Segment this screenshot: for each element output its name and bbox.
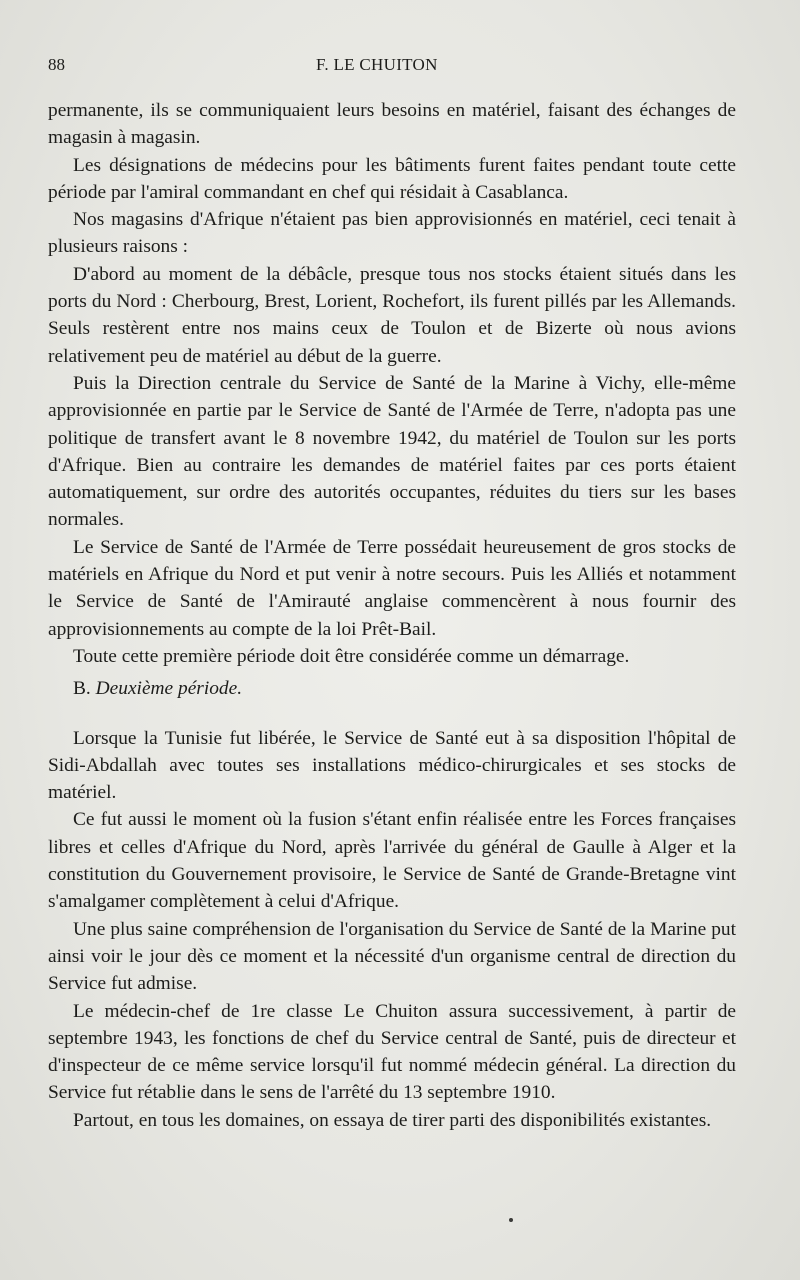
paragraph: D'abord au moment de la débâcle, presque tous nos stocks étaient situés dans les ports du Nord : Cherbourg, Brest, Lorient, Rochefort, ils furent pillés par les Allemands. Seuls restèrent entre nos mains ceux de Toulon et de Bizerte où nous avions relativement peu de matériel au début de la guerre. [48, 263, 736, 367]
paragraph: Nos magasins d'Afrique n'étaient pas bien approvisionnés en matériel, ceci tenait à plusieurs raisons : [48, 209, 736, 258]
paragraph: Ce fut aussi le moment où la fusion s'étant enfin réalisée entre les Forces françaises libres et celles d'Afrique du Nord, après l'arrivée du général de Gaulle à Alger et la constitution du Gouvernement provisoire, le Service de Santé de Grande-Bretagne vint s'amalgamer complètement à celui d'Afrique. [48, 809, 736, 913]
page-header [48, 55, 752, 83]
paragraph: Lorsque la Tunisie fut libérée, le Service de Santé eut à sa disposition l'hôpital de Sidi-Abdallah avec toutes ses installations médico-chirurgicales et ses stocks de matériel. [48, 727, 736, 804]
body-text [48, 97, 736, 1134]
section-title: Deuxième période. [95, 678, 243, 700]
paragraph: Une plus saine compréhension de l'organisation du Service de Santé de la Marine put ainsi voir le jour dès ce moment et la nécessité d'un organisme central de direction du Service fut admise. [48, 918, 736, 995]
section-heading [48, 675, 736, 702]
paragraph: Toute cette première période doit être considérée comme un démarrage. [73, 645, 630, 667]
running-head: F. LE CHUITON [316, 55, 438, 74]
section-letter: B. [73, 678, 91, 700]
ink-dot [509, 1218, 513, 1222]
paragraph: Les désignations de médecins pour les bâtiments furent faites pendant toute cette période par l'amiral commandant en chef qui résidait à Casablanca. [48, 154, 736, 203]
paragraph: permanente, ils se communiquaient leurs besoins en matériel, faisant des échanges de magasin à magasin. [48, 100, 736, 149]
paragraph: Le médecin-chef de 1re classe Le Chuiton assura successivement, à partir de septembre 1943, les fonctions de chef du Service central de Santé, puis de directeur et d'inspecteur de ce même service lorsqu'il fut nommé médecin général. La direction du Service fut rétablie dans le sens de l'arrêté du 13 septembre 1910. [48, 1000, 736, 1104]
paragraph: Partout, en tous les domaines, on essaya de tirer parti des disponibilités existantes. [73, 1109, 712, 1131]
page-number: 88 [48, 55, 65, 74]
paragraph: Puis la Direction centrale du Service de Santé de la Marine à Vichy, elle-même approvisionnée en partie par le Service de Santé de l'Armée de Terre, n'adopta pas une politique de transfert avant le 8 novembre 1942, du matériel de Toulon sur les ports d'Afrique. Bien au contraire les demandes de matériel faites par ces ports étaient automatiquement, sur ordre des autorités occupantes, réduites du tiers sur les bases normales. [48, 372, 736, 531]
paragraph: Le Service de Santé de l'Armée de Terre possédait heureusement de gros stocks de matériels en Afrique du Nord et put venir à notre secours. Puis les Alliés et notamment le Service de Santé de l'Amirauté anglaise commencèrent à nous fournir des approvisionnements au compte de la loi Prêt-Bail. [48, 536, 736, 640]
